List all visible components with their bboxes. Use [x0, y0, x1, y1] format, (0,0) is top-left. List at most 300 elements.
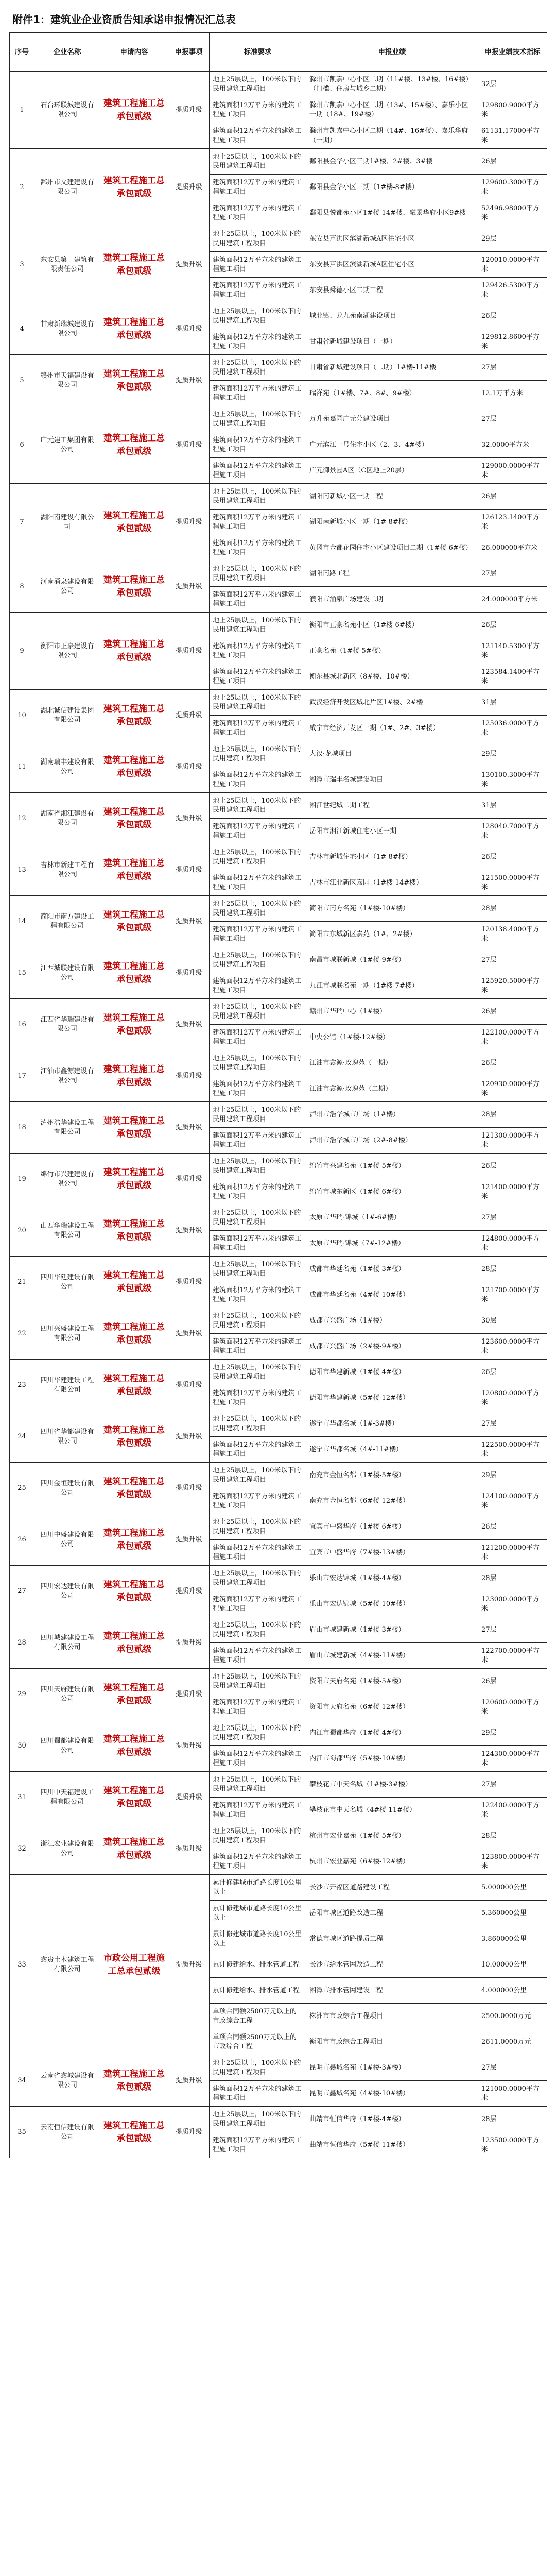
header-indicator: 申报业绩技术指标	[478, 33, 547, 72]
table-row	[10, 1308, 547, 1334]
performance-indicator: 28层	[478, 1566, 547, 1591]
application-content: 建筑工程施工总承包贰级	[100, 999, 168, 1050]
performance-project: 资阳市天府名苑（6#楼-12#楼）	[306, 1694, 478, 1720]
company-name: 湖南瑞丰建设有限公司	[34, 741, 100, 793]
performance-indicator: 27层	[478, 355, 547, 381]
application-item: 提质升级	[168, 1360, 210, 1411]
application-content: 建筑工程施工总承包贰级	[100, 1154, 168, 1205]
standard-requirement: 地上25层以上，100米以下的民用建筑工程项目	[210, 741, 306, 767]
standard-requirement: 地上25层以上，100米以下的民用建筑工程项目	[210, 1050, 306, 1076]
standard-requirement: 地上25层以上，100米以下的民用建筑工程项目	[210, 1669, 306, 1694]
performance-project: 杭州市宏业嘉苑（6#楼-12#楼）	[306, 1849, 478, 1875]
performance-indicator: 27层	[478, 2055, 547, 2081]
row-number: 9	[10, 613, 34, 690]
standard-requirement: 累计修建城市道路长度10公里以上	[210, 1926, 306, 1952]
performance-indicator: 26层	[478, 484, 547, 510]
performance-indicator: 123600.0000平方米	[478, 1334, 547, 1360]
performance-project: 鄱阳县悦都苑小区1#楼-14#楼、融景华府小区9#楼	[306, 200, 478, 226]
company-name: 河南涌泉建设有限公司	[34, 561, 100, 613]
row-number: 25	[10, 1463, 34, 1514]
performance-indicator: 121200.0000平方米	[478, 1540, 547, 1566]
performance-indicator: 120930.0000平方米	[478, 1076, 547, 1102]
performance-indicator: 61131.17000平方米	[478, 123, 547, 149]
standard-requirement: 地上25层以上，100米以下的民用建筑工程项目	[210, 1823, 306, 1849]
application-item: 提质升级	[168, 1617, 210, 1669]
row-number: 18	[10, 1102, 34, 1154]
header-content: 申请内容	[100, 33, 168, 72]
performance-indicator: 125920.5000平方米	[478, 973, 547, 999]
performance-project: 吉林市新城住宅小区（1#-8#楼）	[306, 844, 478, 870]
table-row	[10, 1772, 547, 1798]
performance-project: 湘潭市瑞丰名城建设项目	[306, 767, 478, 793]
performance-project: 绵竹市城东新区（1#楼-6#楼）	[306, 1179, 478, 1205]
standard-requirement: 地上25层以上，100米以下的民用建筑工程项目	[210, 1772, 306, 1798]
standard-requirement: 建筑面积12万平方米的建筑工程施工项目	[210, 1798, 306, 1823]
application-item: 提质升级	[168, 844, 210, 896]
performance-indicator: 121140.5300平方米	[478, 638, 547, 664]
application-item: 提质升级	[168, 1566, 210, 1617]
performance-project: 乐山市宏达锦城（1#楼-4#楼）	[306, 1566, 478, 1591]
application-content: 建筑工程施工总承包贰级	[100, 1720, 168, 1772]
company-name: 四川金恒建设有限公司	[34, 1463, 100, 1514]
performance-indicator: 26层	[478, 1669, 547, 1694]
performance-indicator: 122700.0000平方米	[478, 1643, 547, 1669]
performance-project: 东安县芦洪区滨湖新城A区住宅小区	[306, 226, 478, 252]
application-content: 建筑工程施工总承包贰级	[100, 226, 168, 303]
row-number: 3	[10, 226, 34, 303]
table-row	[10, 149, 547, 175]
row-number: 16	[10, 999, 34, 1050]
table-row	[10, 1514, 547, 1540]
performance-project: 衡东县城北新区（8#楼、10#楼）	[306, 664, 478, 690]
standard-requirement: 地上25层以上，100米以下的民用建筑工程项目	[210, 1463, 306, 1488]
row-number: 12	[10, 793, 34, 844]
company-name: 石台环联城建设有限公司	[34, 72, 100, 149]
company-name: 四川城建建设工程有限公司	[34, 1617, 100, 1669]
performance-indicator: 52496.98000平方米	[478, 200, 547, 226]
standard-requirement: 建筑面积12万平方米的建筑工程施工项目	[210, 1025, 306, 1050]
performance-indicator: 32层	[478, 72, 547, 97]
performance-indicator: 27层	[478, 1772, 547, 1798]
application-item: 提质升级	[168, 149, 210, 226]
standard-requirement: 建筑面积12万平方米的建筑工程施工项目	[210, 1076, 306, 1102]
performance-indicator: 5.360000公里	[478, 1901, 547, 1926]
performance-project: 南充市金恒名都（1#楼-5#楼）	[306, 1463, 478, 1488]
row-number: 27	[10, 1566, 34, 1617]
performance-indicator: 28层	[478, 2107, 547, 2132]
performance-project: 泸州市浩华城市广场（2#-8#楼）	[306, 1128, 478, 1154]
performance-project: 滁州市凯嘉中心小区二期（14#、16#楼）、嘉乐华府（一期）	[306, 123, 478, 149]
performance-project: 遂宁市华都名城（1#-3#楼）	[306, 1411, 478, 1437]
application-item: 提质升级	[168, 303, 210, 355]
row-number: 7	[10, 484, 34, 561]
application-item: 提质升级	[168, 1720, 210, 1772]
company-name: 云南省鑫城建设有限公司	[34, 2055, 100, 2107]
performance-indicator: 3.860000公里	[478, 1926, 547, 1952]
performance-project: 九江市城联名苑一期（1#楼-7#楼）	[306, 973, 478, 999]
header-company: 企业名称	[34, 33, 100, 72]
application-item: 提质升级	[168, 1154, 210, 1205]
row-number: 14	[10, 896, 34, 947]
application-content: 建筑工程施工总承包贰级	[100, 844, 168, 896]
performance-project: 成都市华廷名苑（4#楼-10#楼）	[306, 1282, 478, 1308]
application-content: 建筑工程施工总承包贰级	[100, 561, 168, 613]
standard-requirement: 建筑面积12万平方米的建筑工程施工项目	[210, 1746, 306, 1772]
standard-requirement: 建筑面积12万平方米的建筑工程施工项目	[210, 716, 306, 741]
company-name: 浙江宏业建设有限公司	[34, 1823, 100, 1875]
standard-requirement: 建筑面积12万平方米的建筑工程施工项目	[210, 329, 306, 355]
application-content: 建筑工程施工总承包贰级	[100, 1411, 168, 1463]
standard-requirement: 建筑面积12万平方米的建筑工程施工项目	[210, 381, 306, 406]
performance-indicator: 126123.1400平方米	[478, 510, 547, 535]
summary-table	[9, 32, 547, 2158]
document-title: 附件1：建筑业企业资质告知承诺申报情况汇总表	[12, 13, 236, 26]
row-number: 22	[10, 1308, 34, 1360]
application-item: 提质升级	[168, 561, 210, 613]
standard-requirement: 建筑面积12万平方米的建筑工程施工项目	[210, 175, 306, 200]
standard-requirement: 地上25层以上，100米以下的民用建筑工程项目	[210, 1720, 306, 1746]
standard-requirement: 单项合同额2500万元以上的市政综合工程	[210, 2029, 306, 2055]
header-item: 申报事项	[168, 33, 210, 72]
application-content: 建筑工程施工总承包贰级	[100, 1360, 168, 1411]
company-name: 云南恒信建设有限公司	[34, 2107, 100, 2158]
performance-indicator: 124100.0000平方米	[478, 1488, 547, 1514]
standard-requirement: 建筑面积12万平方米的建筑工程施工项目	[210, 123, 306, 149]
company-name: 广元建工集团有限公司	[34, 406, 100, 484]
company-name: 四川华建建设工程有限公司	[34, 1360, 100, 1411]
application-item: 提质升级	[168, 2055, 210, 2107]
application-content: 建筑工程施工总承包贰级	[100, 1257, 168, 1308]
performance-indicator: 26层	[478, 303, 547, 329]
performance-indicator: 121700.0000平方米	[478, 1282, 547, 1308]
standard-requirement: 地上25层以上，100米以下的民用建筑工程项目	[210, 1257, 306, 1282]
application-content: 建筑工程施工总承包贰级	[100, 1566, 168, 1617]
standard-requirement: 地上25层以上，100米以下的民用建筑工程项目	[210, 2107, 306, 2132]
performance-project: 攀枝花市中天名城（4#楼-11#楼）	[306, 1798, 478, 1823]
standard-requirement: 建筑面积12万平方米的建筑工程施工项目	[210, 535, 306, 561]
company-name: 江油市鑫源建设有限公司	[34, 1050, 100, 1102]
performance-indicator: 27层	[478, 1617, 547, 1643]
performance-project: 衡阳市正豪名苑小区（1#楼-6#楼）	[306, 613, 478, 638]
standard-requirement: 地上25层以上，100米以下的民用建筑工程项目	[210, 1308, 306, 1334]
application-item: 提质升级	[168, 1411, 210, 1463]
performance-project: 武汉经济开发区城北片区1#楼、2#楼	[306, 690, 478, 716]
application-content: 建筑工程施工总承包贰级	[100, 690, 168, 741]
performance-project: 瑞祥苑（1#楼、7#、8#、9#楼）	[306, 381, 478, 406]
performance-project: 万升苑嘉园广元分建设项目	[306, 406, 478, 432]
performance-project: 株洲市市政综合工程项目	[306, 2004, 478, 2029]
performance-indicator: 26层	[478, 844, 547, 870]
performance-project: 成都市华廷名苑（1#楼-3#楼）	[306, 1257, 478, 1282]
application-content: 建筑工程施工总承包贰级	[100, 947, 168, 999]
application-content: 建筑工程施工总承包贰级	[100, 303, 168, 355]
table-row	[10, 613, 547, 638]
application-content: 市政公用工程施工总承包贰级	[100, 1875, 168, 2055]
application-item: 提质升级	[168, 1514, 210, 1566]
application-item: 提质升级	[168, 999, 210, 1050]
performance-project: 湖阳南新城小区一期（1#-8#楼）	[306, 510, 478, 535]
company-name: 四川省华都建设有限公司	[34, 1411, 100, 1463]
application-content: 建筑工程施工总承包贰级	[100, 149, 168, 226]
performance-indicator: 120600.0000平方米	[478, 1694, 547, 1720]
application-content: 建筑工程施工总承包贰级	[100, 2055, 168, 2107]
row-number: 10	[10, 690, 34, 741]
standard-requirement: 建筑面积12万平方米的建筑工程施工项目	[210, 1849, 306, 1875]
performance-indicator: 2500.0000万元	[478, 2004, 547, 2029]
company-name: 四川华廷建设有限公司	[34, 1257, 100, 1308]
performance-project: 眉山市城建新城（1#楼-3#楼）	[306, 1617, 478, 1643]
application-item: 提质升级	[168, 1050, 210, 1102]
row-number: 34	[10, 2055, 34, 2107]
company-name: 山西华瑞建设工程有限公司	[34, 1205, 100, 1257]
performance-project: 咸宁市经济开发区一期（1#、2#、3#楼）	[306, 716, 478, 741]
standard-requirement: 地上25层以上，100米以下的民用建筑工程项目	[210, 793, 306, 819]
standard-requirement: 建筑面积12万平方米的建筑工程施工项目	[210, 1282, 306, 1308]
standard-requirement: 建筑面积12万平方米的建筑工程施工项目	[210, 973, 306, 999]
standard-requirement: 建筑面积12万平方米的建筑工程施工项目	[210, 2132, 306, 2158]
performance-project: 衡阳市市政综合工程项目	[306, 2029, 478, 2055]
performance-indicator: 4.000000公里	[478, 1978, 547, 2004]
application-content: 建筑工程施工总承包贰级	[100, 741, 168, 793]
performance-indicator: 120800.0000平方米	[478, 1385, 547, 1411]
company-name: 四川天府建设有限公司	[34, 1669, 100, 1720]
table-row	[10, 72, 547, 97]
performance-project: 成都市兴盛广场（2#楼-9#楼）	[306, 1334, 478, 1360]
performance-indicator: 125036.0000平方米	[478, 716, 547, 741]
standard-requirement: 地上25层以上，100米以下的民用建筑工程项目	[210, 844, 306, 870]
company-name: 鄱州市文建建设有限公司	[34, 149, 100, 226]
row-number: 19	[10, 1154, 34, 1205]
table-row	[10, 1669, 547, 1694]
standard-requirement: 地上25层以上，100米以下的民用建筑工程项目	[210, 690, 306, 716]
performance-indicator: 26层	[478, 1050, 547, 1076]
application-content: 建筑工程施工总承包贰级	[100, 72, 168, 149]
performance-project: 滁州市凯嘉中心小区二期（11#楼、13#楼、16#楼）（门槛、住房与城乡二期）	[306, 72, 478, 97]
standard-requirement: 建筑面积12万平方米的建筑工程施工项目	[210, 278, 306, 303]
performance-project: 鄱阳县金华小区三期1#楼、2#楼、3#楼	[306, 149, 478, 175]
application-content: 建筑工程施工总承包贰级	[100, 2107, 168, 2158]
performance-indicator: 2611.0000万元	[478, 2029, 547, 2055]
performance-indicator: 31层	[478, 793, 547, 819]
standard-requirement: 地上25层以上，100米以下的民用建筑工程项目	[210, 1514, 306, 1540]
performance-indicator: 10.00000公里	[478, 1952, 547, 1978]
performance-project: 内江市蜀都华府（1#楼-4#楼）	[306, 1720, 478, 1746]
performance-project: 湘江世纪城二期工程	[306, 793, 478, 819]
application-item: 提质升级	[168, 1257, 210, 1308]
application-content: 建筑工程施工总承包贰级	[100, 1102, 168, 1154]
table-row	[10, 303, 547, 329]
company-name: 绵竹市兴建建设有限公司	[34, 1154, 100, 1205]
standard-requirement: 地上25层以上，100米以下的民用建筑工程项目	[210, 149, 306, 175]
row-number: 26	[10, 1514, 34, 1566]
row-number: 20	[10, 1205, 34, 1257]
row-number: 15	[10, 947, 34, 999]
performance-project: 甘肃省新城建设项目（一期）	[306, 329, 478, 355]
application-content: 建筑工程施工总承包贰级	[100, 1205, 168, 1257]
table-row	[10, 1875, 547, 1901]
table-header-row	[10, 33, 547, 72]
application-content: 建筑工程施工总承包贰级	[100, 1669, 168, 1720]
table-row	[10, 690, 547, 716]
performance-project: 江油市鑫源·玫瑰苑（二期）	[306, 1076, 478, 1102]
performance-indicator: 124800.0000平方米	[478, 1231, 547, 1257]
row-number: 33	[10, 1875, 34, 2055]
performance-indicator: 120138.4000平方米	[478, 922, 547, 947]
standard-requirement: 建筑面积12万平方米的建筑工程施工项目	[210, 1643, 306, 1669]
performance-indicator: 24.000000平方米	[478, 587, 547, 613]
application-item: 提质升级	[168, 1772, 210, 1823]
table-row	[10, 1205, 547, 1231]
company-name: 衡阳市正豪建设有限公司	[34, 613, 100, 690]
performance-indicator: 26层	[478, 149, 547, 175]
performance-project: 绵竹市兴建名苑（1#楼-5#楼）	[306, 1154, 478, 1179]
performance-indicator: 28层	[478, 1257, 547, 1282]
standard-requirement: 建筑面积12万平方米的建筑工程施工项目	[210, 1231, 306, 1257]
performance-indicator: 12.1万平方米	[478, 381, 547, 406]
standard-requirement: 地上25层以上，100米以下的民用建筑工程项目	[210, 484, 306, 510]
standard-requirement: 地上25层以上，100米以下的民用建筑工程项目	[210, 303, 306, 329]
performance-project: 宜宾市中盛华府（7#楼-13#楼）	[306, 1540, 478, 1566]
performance-project: 攀枝花市中天名城（1#楼-3#楼）	[306, 1772, 478, 1798]
standard-requirement: 地上25层以上，100米以下的民用建筑工程项目	[210, 2055, 306, 2081]
table-row	[10, 1823, 547, 1849]
application-item: 提质升级	[168, 226, 210, 303]
performance-project: 泸州市浩华城市广场（1#楼）	[306, 1102, 478, 1128]
standard-requirement: 建筑面积12万平方米的建筑工程施工项目	[210, 1694, 306, 1720]
application-item: 提质升级	[168, 613, 210, 690]
application-item: 提质升级	[168, 72, 210, 149]
performance-indicator: 27层	[478, 1411, 547, 1437]
standard-requirement: 建筑面积12万平方米的建筑工程施工项目	[210, 510, 306, 535]
application-content: 建筑工程施工总承包贰级	[100, 896, 168, 947]
row-number: 29	[10, 1669, 34, 1720]
table-row	[10, 999, 547, 1025]
performance-project: 东安县芦洪区滨湖新城A区住宅小区	[306, 252, 478, 278]
performance-indicator: 26层	[478, 999, 547, 1025]
standard-requirement: 单项合同额2500万元以上的市政综合工程	[210, 2004, 306, 2029]
standard-requirement: 地上25层以上，100米以下的民用建筑工程项目	[210, 1154, 306, 1179]
row-number: 24	[10, 1411, 34, 1463]
performance-indicator: 26层	[478, 1360, 547, 1385]
performance-indicator: 122500.0000平方米	[478, 1437, 547, 1463]
performance-indicator: 29层	[478, 1463, 547, 1488]
application-item: 提质升级	[168, 793, 210, 844]
performance-project: 中央公馆（1#楼-12#楼）	[306, 1025, 478, 1050]
performance-indicator: 122400.0000平方米	[478, 1798, 547, 1823]
performance-project: 遂宁市华都名城（4#-11#楼）	[306, 1437, 478, 1463]
performance-project: 曲靖市恒信华府（5#楼-11#楼）	[306, 2132, 478, 2158]
performance-indicator: 130100.3000平方米	[478, 767, 547, 793]
performance-indicator: 26层	[478, 613, 547, 638]
standard-requirement: 建筑面积12万平方米的建筑工程施工项目	[210, 1591, 306, 1617]
table-row	[10, 561, 547, 587]
table-row	[10, 1360, 547, 1385]
company-name: 江西城联建设有限公司	[34, 947, 100, 999]
application-content: 建筑工程施工总承包贰级	[100, 1308, 168, 1360]
row-number: 4	[10, 303, 34, 355]
row-number: 21	[10, 1257, 34, 1308]
application-content: 建筑工程施工总承包贰级	[100, 1823, 168, 1875]
standard-requirement: 地上25层以上，100米以下的民用建筑工程项目	[210, 1205, 306, 1231]
application-content: 建筑工程施工总承包贰级	[100, 613, 168, 690]
row-number: 23	[10, 1360, 34, 1411]
standard-requirement: 累计修建给水、排水管道工程	[210, 1952, 306, 1978]
performance-project: 广元御景园A区（C区地上20层）	[306, 458, 478, 484]
performance-indicator: 28层	[478, 896, 547, 922]
performance-project: 广元滨江一号住宅小区（2、3、4#楼）	[306, 432, 478, 458]
performance-indicator: 26层	[478, 1154, 547, 1179]
table-row	[10, 844, 547, 870]
performance-project: 长沙市开福区道路建设工程	[306, 1875, 478, 1901]
standard-requirement: 地上25层以上，100米以下的民用建筑工程项目	[210, 1566, 306, 1591]
standard-requirement: 建筑面积12万平方米的建筑工程施工项目	[210, 1179, 306, 1205]
application-item: 提质升级	[168, 1102, 210, 1154]
performance-project: 岳阳市湘江新城住宅小区一期	[306, 819, 478, 844]
performance-indicator: 129800.9000平方米	[478, 97, 547, 123]
standard-requirement: 建筑面积12万平方米的建筑工程施工项目	[210, 97, 306, 123]
performance-project: 湘潭市排水管网建设工程	[306, 1978, 478, 2004]
table-row	[10, 793, 547, 819]
company-name: 东安县第一建筑有限责任公司	[34, 226, 100, 303]
performance-project: 南充市金恒名都（6#楼-12#楼）	[306, 1488, 478, 1514]
performance-indicator: 26层	[478, 1514, 547, 1540]
row-number: 6	[10, 406, 34, 484]
application-content: 建筑工程施工总承包贰级	[100, 1463, 168, 1514]
performance-indicator: 129812.8600平方米	[478, 329, 547, 355]
standard-requirement: 地上25层以上，100米以下的民用建筑工程项目	[210, 999, 306, 1025]
performance-project: 昆明市鑫城名苑（1#楼-3#楼）	[306, 2055, 478, 2081]
table-row	[10, 1050, 547, 1076]
standard-requirement: 地上25层以上，100米以下的民用建筑工程项目	[210, 406, 306, 432]
table-row	[10, 1617, 547, 1643]
standard-requirement: 建筑面积12万平方米的建筑工程施工项目	[210, 819, 306, 844]
performance-project: 成都市兴盛广场（1#楼）	[306, 1308, 478, 1334]
performance-indicator: 27层	[478, 947, 547, 973]
performance-indicator: 29层	[478, 741, 547, 767]
table-row	[10, 484, 547, 510]
standard-requirement: 建筑面积12万平方米的建筑工程施工项目	[210, 458, 306, 484]
performance-indicator: 120010.0000平方米	[478, 252, 547, 278]
application-content: 建筑工程施工总承包贰级	[100, 355, 168, 406]
application-content: 建筑工程施工总承包贰级	[100, 484, 168, 561]
performance-indicator: 123000.0000平方米	[478, 1591, 547, 1617]
company-name: 四川中盛建设有限公司	[34, 1514, 100, 1566]
standard-requirement: 地上25层以上，100米以下的民用建筑工程项目	[210, 896, 306, 922]
performance-project: 吉林市江北新区嘉园（1#楼-14#楼）	[306, 870, 478, 896]
performance-project: 简阳市东城新区嘉苑（1#、2#楼）	[306, 922, 478, 947]
standard-requirement: 地上25层以上，100米以下的民用建筑工程项目	[210, 72, 306, 97]
company-name: 鑫贵土木建筑工程有限公司	[34, 1875, 100, 2055]
performance-indicator: 129000.0000平方米	[478, 458, 547, 484]
company-name: 湖阳南建设有限公司	[34, 484, 100, 561]
company-name: 四川兴盛建设工程有限公司	[34, 1308, 100, 1360]
performance-project: 湖阳南路工程	[306, 561, 478, 587]
table-row	[10, 1102, 547, 1128]
row-number: 1	[10, 72, 34, 149]
performance-indicator: 129600.3000平方米	[478, 175, 547, 200]
standard-requirement: 建筑面积12万平方米的建筑工程施工项目	[210, 2081, 306, 2107]
performance-project: 资阳市天府名苑（1#楼-5#楼）	[306, 1669, 478, 1694]
performance-indicator: 26.000000平方米	[478, 535, 547, 561]
standard-requirement: 建筑面积12万平方米的建筑工程施工项目	[210, 870, 306, 896]
performance-indicator: 122100.0000平方米	[478, 1025, 547, 1050]
table-row	[10, 1411, 547, 1437]
application-item: 提质升级	[168, 947, 210, 999]
performance-indicator: 5.000000公里	[478, 1875, 547, 1901]
standard-requirement: 建筑面积12万平方米的建筑工程施工项目	[210, 200, 306, 226]
performance-project: 简阳市南方名苑（1#楼-10#楼）	[306, 896, 478, 922]
performance-project: 太原市华瑞·锦城（1#-6#楼）	[306, 1205, 478, 1231]
